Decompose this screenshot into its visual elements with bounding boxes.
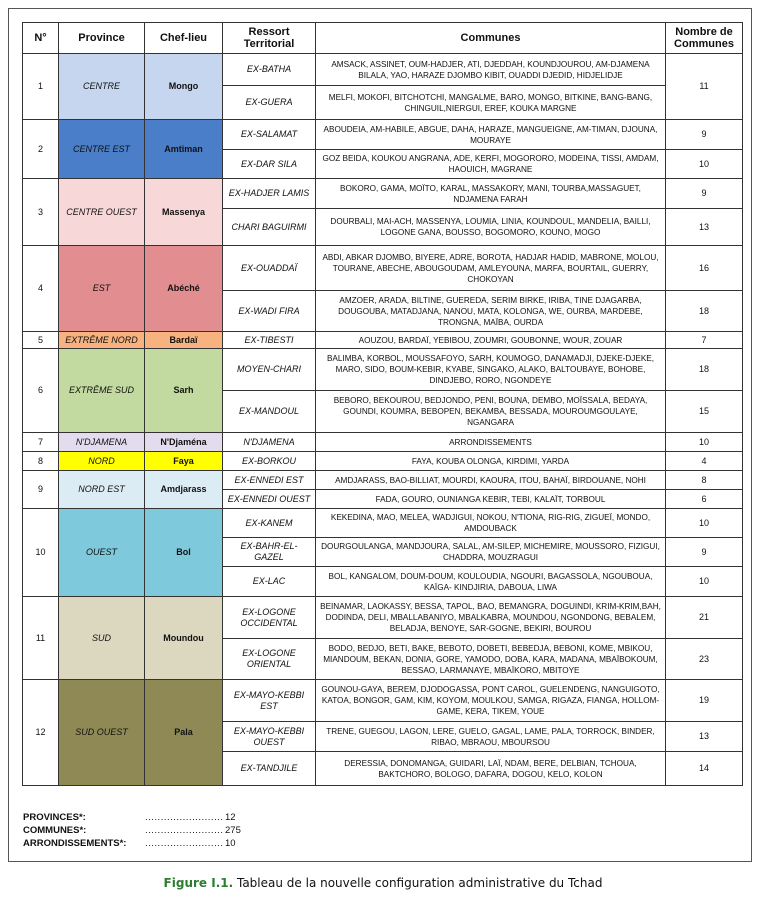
table-row (23, 433, 743, 452)
count-cell: 10 (666, 509, 743, 538)
chef-lieu-cell: Faya (145, 452, 223, 471)
province-cell: CENTRE (59, 54, 145, 120)
table-row (23, 471, 743, 490)
province-cell: EXTRÊME SUD (59, 349, 145, 433)
communes-cell: BALIMBA, KORBOL, MOUSSAFOYO, SARH, KOUMOGO, DANAMADJI, DJEKE-DJEKE, MARO, SIDO, BOUM-KEBIR, KYABE, SINGAKO, ALAKO, BALTOUBAYE, BOHOBE, DINDJEBO, RORO, NGONDEYE (316, 349, 666, 391)
province-cell: NORD (59, 452, 145, 471)
row-num: 5 (23, 332, 59, 349)
ressort-cell: MOYEN-CHARI (223, 349, 316, 391)
ressort-cell: EX-TIBESTI (223, 332, 316, 349)
ressort-cell: EX-DAR SILA (223, 150, 316, 179)
ressort-cell: EX-ENNEDI EST (223, 471, 316, 490)
row-num: 4 (23, 246, 59, 332)
row-num: 8 (23, 452, 59, 471)
ressort-cell: N'DJAMENA (223, 433, 316, 452)
count-cell: 13 (666, 722, 743, 752)
summary-provinces (23, 811, 241, 824)
ressort-cell: EX-MAYO-KEBBI OUEST (223, 722, 316, 752)
chef-lieu-cell: Moundou (145, 597, 223, 680)
communes-cell: KEKEDINA, MAO, MELEA, WADJIGUI, NOKOU, N'TIONA, RIG-RIG, ZIGUEÏ, MONDO, AMDOUBACK (316, 509, 666, 538)
ressort-cell: CHARI BAGUIRMI (223, 209, 316, 246)
count-cell: 15 (666, 391, 743, 433)
chef-lieu-cell: Abéché (145, 246, 223, 332)
summary-communes-label: COMMUNES*: (23, 825, 87, 836)
ressort-cell: EX-LOGONE OCCIDENTAL (223, 597, 316, 639)
count-cell: 7 (666, 332, 743, 349)
ressort-cell: EX-MANDOUL (223, 391, 316, 433)
province-cell: CENTRE OUEST (59, 179, 145, 246)
communes-cell: AOUZOU, BARDAÏ, YEBIBOU, ZOUMRI, GOUBONNE, WOUR, ZOUAR (316, 332, 666, 349)
table-row (23, 349, 743, 391)
header-num: N° (23, 23, 59, 54)
count-cell: 9 (666, 179, 743, 209)
ressort-cell: EX-LOGONE ORIENTAL (223, 639, 316, 680)
ressort-cell: EX-LAC (223, 567, 316, 597)
header-chef-lieu: Chef-lieu (145, 23, 223, 54)
count-cell: 18 (666, 349, 743, 391)
province-cell: CENTRE EST (59, 120, 145, 179)
row-num: 3 (23, 179, 59, 246)
province-cell: EXTRÊME NORD (59, 332, 145, 349)
communes-cell: ABDI, ABKAR DJOMBO, BIYERE, ADRE, BOROTA, HADJAR HADID, MABRONE, MOLOU, TOURANE, ABECHE, ABOUGOUDAM, AMLEYOUNA, MARFA, BOURTAIL, GUERRY, CHOKOYAN (316, 246, 666, 291)
summary-dots: ......................... (145, 812, 224, 823)
caption-label: Figure I.1. (163, 876, 234, 890)
row-num: 7 (23, 433, 59, 452)
ressort-cell: EX-OUADDAÏ (223, 246, 316, 291)
communes-cell: BEINAMAR, LAOKASSY, BESSA, TAPOL, BAO, BEMANGRA, DOGUINDI, KRIM-KRIM,BAH, DODINDA, DELI, MBALLABANIYO, MBALKABRA, MOUNDOU, NGONDONG, BEBALEM, BELADJA, BENOYE, SAR-GOGNE, BEKIRI, BOUROU (316, 597, 666, 639)
count-cell: 18 (666, 291, 743, 332)
administrative-table (22, 22, 743, 786)
communes-cell: BOL, KANGALOM, DOUM-DOUM, KOULOUDIA, NGOURI, BAGASSOLA, NGOUBOUA, KAÏGA- KINDJIRIA, DABOUA, LIWA (316, 567, 666, 597)
ressort-cell: EX-SALAMAT (223, 120, 316, 150)
table-row (23, 680, 743, 722)
communes-cell: AMSACK, ASSINET, OUM-HADJER, ATI, DJEDDAH, KOUNDJOUROU, AM-DJAMENA BILALA, YAO, HARAZE DJOMBO KIBIT, OUADDI DJEDID, HIDJELIDJE (316, 54, 666, 86)
ressort-cell: EX-MAYO-KEBBI EST (223, 680, 316, 722)
count-cell: 10 (666, 433, 743, 452)
communes-cell: FADA, GOURO, OUNIANGA KEBIR, TEBI, KALAÏT, TORBOUL (316, 490, 666, 509)
row-num: 6 (23, 349, 59, 433)
table-row (23, 120, 743, 150)
table-row (23, 597, 743, 639)
summary-arrondissements-value: 10 (225, 838, 236, 849)
chef-lieu-cell: Pala (145, 680, 223, 786)
count-cell: 9 (666, 538, 743, 567)
table-row (23, 452, 743, 471)
communes-cell: ABOUDEIA, AM-HABILE, ABGUE, DAHA, HARAZE, MANGUEIGNE, AM-TIMAN, DJOUNA, MOURAYE (316, 120, 666, 150)
count-cell: 16 (666, 246, 743, 291)
summary-dots: ......................... (145, 825, 224, 836)
communes-cell: BEBORO, BEKOUROU, BEDJONDO, PENI, BOUNA, DEMBO, MOÏSSALA, BEDAYA, GOUNDI, KOUMRA, BEBOPEN, BEKAMBA, BESSADA, MOUROUMGOULAYE, NGANGARA (316, 391, 666, 433)
communes-cell: MELFI, MOKOFI, BITCHOTCHI, MANGALME, BARO, MONGO, BITKINE, BANG-BANG, CHINGUIL,NIERGUI, EREF, KOUKA MARGNE (316, 86, 666, 120)
count-cell: 6 (666, 490, 743, 509)
chef-lieu-cell: Sarh (145, 349, 223, 433)
province-cell: EST (59, 246, 145, 332)
summary-dots: ......................... (145, 838, 224, 849)
communes-cell: FAYA, KOUBA OLONGA, KIRDIMI, YARDA (316, 452, 666, 471)
table-row (23, 54, 743, 86)
ressort-cell: EX-BAHR-EL-GAZEL (223, 538, 316, 567)
header-province: Province (59, 23, 145, 54)
communes-cell: AMZOER, ARADA, BILTINE, GUEREDA, SERIM BIRKE, IRIBA, TINE DJAGARBA, DOUGOUBA, MATADJANA, NANOU, MATA, KOLONGA, WE, OURBA, MARDEBE, TRONGNA, MAÏBA, OURDA (316, 291, 666, 332)
province-cell: SUD (59, 597, 145, 680)
chef-lieu-cell: Bol (145, 509, 223, 597)
row-num: 1 (23, 54, 59, 120)
summary-provinces-value: 12 (225, 812, 236, 823)
count-cell: 10 (666, 567, 743, 597)
communes-cell: GOUNOU-GAYA, BEREM, DJODOGASSA, PONT CAROL, GUELENDENG, NANGUIGOTO, KATOA, BONGOR, GAM, KIM, KOYOM, MOULKOU, SAMGA, RIGAZA, FIANGA, HOLLOM-GAME, KERA, TIKEM, YOUE (316, 680, 666, 722)
communes-cell: DOURGOULANGA, MANDJOURA, SALAL, AM-SILEP, MICHEMIRE, MOUSSORO, FIZIGUI, CHADDRA, MOUZRAGUI (316, 538, 666, 567)
header-row (23, 23, 743, 54)
province-cell: OUEST (59, 509, 145, 597)
chef-lieu-cell: N'Djaména (145, 433, 223, 452)
table-row (23, 509, 743, 538)
communes-cell: DOURBALI, MAI-ACH, MASSENYA, LOUMIA, LINIA, KOUNDOUL, MANDELIA, BAILLI, LOGONE GANA, BOUSSO, BOGOMORO, KOUNO, MOGO (316, 209, 666, 246)
header-count: Nombre de Communes (666, 23, 743, 54)
summary-block (23, 811, 241, 850)
summary-communes (23, 824, 241, 837)
row-num: 10 (23, 509, 59, 597)
count-cell: 21 (666, 597, 743, 639)
caption-text: Tableau de la nouvelle configuration administrative du Tchad (236, 876, 603, 890)
ressort-cell: EX-ENNEDI OUEST (223, 490, 316, 509)
row-num: 2 (23, 120, 59, 179)
ressort-cell: EX-WADI FIRA (223, 291, 316, 332)
chef-lieu-cell: Massenya (145, 179, 223, 246)
chef-lieu-cell: Bardaï (145, 332, 223, 349)
chef-lieu-cell: Amdjarass (145, 471, 223, 509)
summary-arrondissements (23, 837, 241, 850)
ressort-cell: EX-BATHA (223, 54, 316, 86)
count-cell: 4 (666, 452, 743, 471)
count-cell: 10 (666, 150, 743, 179)
ressort-cell: EX-KANEM (223, 509, 316, 538)
communes-cell: DERESSIA, DONOMANGA, GUIDARI, LAÏ, NDAM, BERE, DELBIAN, TCHOUA, BAKTCHORO, BOLOGO, DAFARA, DOGOU, KELO, KOLON (316, 752, 666, 786)
ressort-cell: EX-TANDJILE (223, 752, 316, 786)
count-cell: 11 (666, 54, 743, 120)
communes-cell: ARRONDISSEMENTS (316, 433, 666, 452)
communes-cell: AMDJARASS, BAO-BILLIAT, MOURDI, KAOURA, ITOU, BAHAÏ, BIRDOUANE, NOHI (316, 471, 666, 490)
count-cell: 23 (666, 639, 743, 680)
ressort-cell: EX-BORKOU (223, 452, 316, 471)
table-row (23, 332, 743, 349)
table-row (23, 246, 743, 291)
header-communes: Communes (316, 23, 666, 54)
count-cell: 13 (666, 209, 743, 246)
communes-cell: TRENE, GUEGOU, LAGON, LERE, GUELO, GAGAL, LAME, PALA, TORROCK, BINDER, RIBAO, MBRAOU, MBOURSOU (316, 722, 666, 752)
table-row (23, 179, 743, 209)
figure-caption (0, 876, 766, 890)
province-cell: NORD EST (59, 471, 145, 509)
header-ressort: Ressort Territorial (223, 23, 316, 54)
summary-communes-value: 275 (225, 825, 241, 836)
ressort-cell: EX-GUERA (223, 86, 316, 120)
summary-arrondissements-label: ARRONDISSEMENTS*: (23, 838, 127, 849)
ressort-cell: EX-HADJER LAMIS (223, 179, 316, 209)
province-cell: N'DJAMENA (59, 433, 145, 452)
communes-cell: BOKORO, GAMA, MOÏTO, KARAL, MASSAKORY, MANI, TOURBA,MASSAGUET, NDJAMENA FARAH (316, 179, 666, 209)
count-cell: 14 (666, 752, 743, 786)
count-cell: 9 (666, 120, 743, 150)
communes-cell: BODO, BEDJO, BETI, BAKE, BEBOTO, DOBETI, BEBEDJA, BEBONI, KOME, MBIKOU, MIANDOUM, BEKAN, DONIA, GORE, YAMODO, DOBA, KARA, MADANA, MBAÏBOKOUM, BESSAO, LARMANAYE, MBAÏKORO, MBITOYE (316, 639, 666, 680)
count-cell: 19 (666, 680, 743, 722)
count-cell: 8 (666, 471, 743, 490)
chef-lieu-cell: Amtiman (145, 120, 223, 179)
communes-cell: GOZ BEIDA, KOUKOU ANGRANA, ADE, KERFI, MOGORORO, MODEINA, TISSI, AMDAM, HAOUICH, MAGRANE (316, 150, 666, 179)
summary-provinces-label: PROVINCES*: (23, 812, 86, 823)
row-num: 9 (23, 471, 59, 509)
row-num: 11 (23, 597, 59, 680)
province-cell: SUD OUEST (59, 680, 145, 786)
chef-lieu-cell: Mongo (145, 54, 223, 120)
row-num: 12 (23, 680, 59, 786)
